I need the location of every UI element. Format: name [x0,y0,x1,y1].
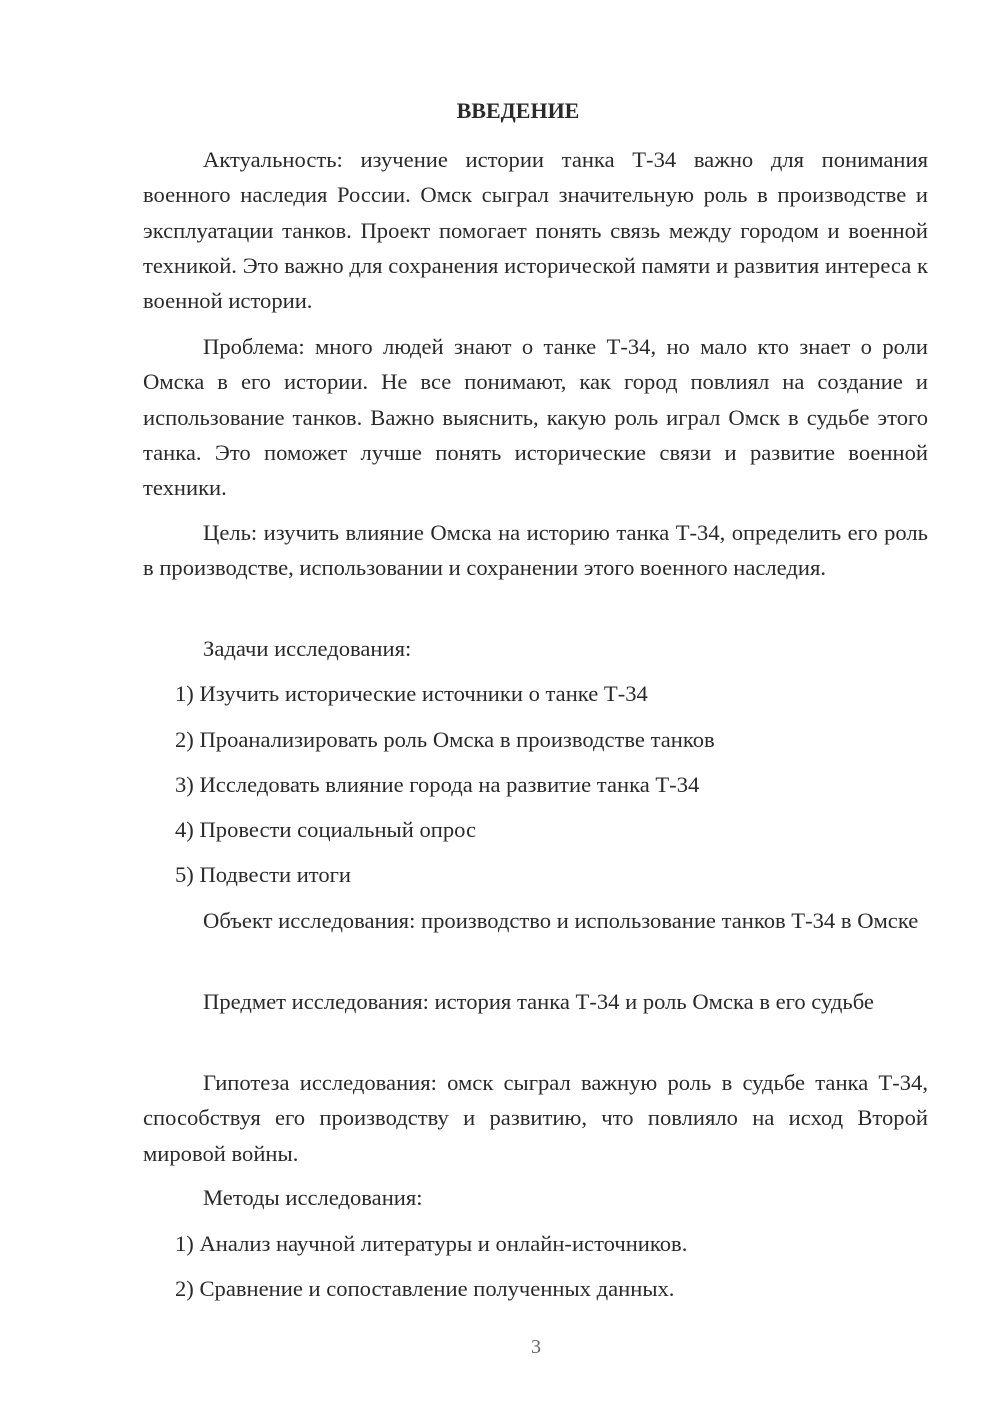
method-item: 2) Сравнение и сопоставление полученных данных. [175,1276,675,1301]
method-item: 1) Анализ научной литературы и онлайн-источников. [175,1231,688,1256]
problem-paragraph: Проблема: много людей знают о танке Т-34, но мало кто знает о роли Омска в его истории. Не все понимают, как город повлиял на создание и использование танков. Важно выяснить, какую роль играл Омск в судьбе этого танка. Это поможет лучше понять исторические связи и развитие военной техники. [143,334,928,501]
relevance-paragraph: Актуальность: изучение истории танка Т-34 важно для понимания военного наследия России. Омск сыграл значительную роль в производстве и эксплуатации танков. Проект помогает понять связь между городом и военной техникой. Это важно для сохранения исторической памяти и развития интереса к военной истории. [143,147,928,314]
methods-heading: Методы исследования: [203,1185,423,1210]
goal-paragraph: Цель: изучить влияние Омска на историю танка Т-34, определить его роль в производстве, использовании и сохранении этого военного наследия. [143,520,928,581]
page-number: 3 [531,1336,541,1358]
tasks-heading: Задачи исследования: [203,636,412,661]
task-item: 1) Изучить исторические источники о танке Т-34 [175,681,648,706]
hypothesis-paragraph: Гипотеза исследования: омск сыграл важную роль в судьбе танка Т-34, способствуя его производству и развитию, что повлияло на исход Второй мировой войны. [143,1070,928,1166]
task-item: 4) Провести социальный опрос [175,817,477,842]
section-heading: ВВЕДЕНИЕ [456,98,580,123]
task-item: 5) Подвести итоги [175,862,352,887]
task-item: 3) Исследовать влияние города на развитие танка Т-34 [175,772,700,797]
object-paragraph: Объект исследования: производство и использование танков Т-34 в Омске [203,908,919,933]
subject-paragraph: Предмет исследования: история танка Т-34 и роль Омска в его судьбе [203,989,874,1014]
task-item: 2) Проанализировать роль Омска в производстве танков [175,727,715,752]
